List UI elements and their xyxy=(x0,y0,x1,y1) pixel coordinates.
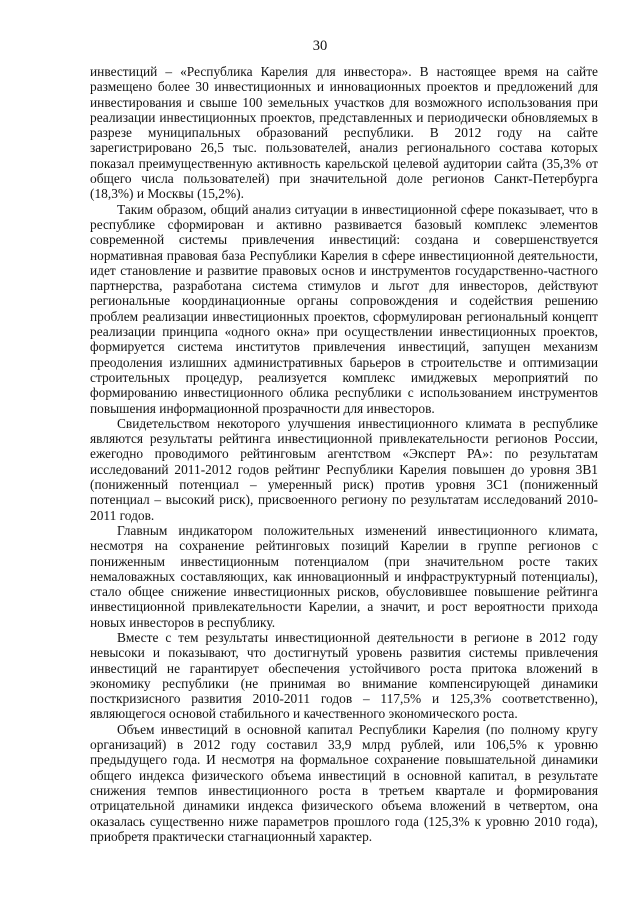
paragraph-risk-indicator: Главным индикатором положительных изменений инвестиционного климата, несмотря на сохранение рейтинговых позиций Карелии в группе регионов с пониженным инвестиционным потенциалом (при значительном росте таких немаловажных составляющих, как инновационный и инфраструктурный потенциалы), стало общее снижение инвестиционных рисков, обусловившее повышение рейтинга инвестиционной привлекательности Карелии, а значит, и рост вероятности прихода новых инвесторов в республику. xyxy=(90,522,598,630)
paragraph-rating: Свидетельством некоторого улучшения инвестиционного климата в республике являются результаты рейтинга инвестиционной привлекательности регионов России, ежегодно проводимого рейтинговым агентством «Эксперт РА»: по результатам исследований 2011-2012 годов рейтинг Республики Карелия повышен до уровня 3В1 (пониженный потенциал – умеренный риск) против уровня 3С1 (пониженный потенциал – высокий риск), присвоенного региону по результатам исследований 2010-2011 годов. xyxy=(90,415,598,523)
body-text xyxy=(90,64,598,844)
paragraph-continuation: инвестиций – «Республика Карелия для инвестора». В настоящее время на сайте размещено более 30 инвестиционных и инновационных проектов и предложений для инвестирования и свыше 100 земельных участков для возможного использования при реализации инвестиционных проектов, представленных и периодически обновляемых в разрезе муниципальных образований республики. В 2012 году на сайте зарегистрировано 26,5 тыс. пользователей, анализ регионального состава которых показал преимущественную активность карельской целевой аудитории сайта (35,3% от общего числа пользователей) при значительной доле регионов Санкт-Петербурга (18,3%) и Москвы (15,2%). xyxy=(90,64,598,202)
paragraph-results-2012: Вместе с тем результаты инвестиционной деятельности в регионе в 2012 году невысоки и показывают, что достигнутый уровень развития системы привлечения инвестиций не гарантирует обеспечения устойчивого роста притока вложений в экономику республики (не принимая во внимание компенсирующей динамики посткризисного развития 2010-2011 годов – 117,5% и 125,3% соответственно), являющегося основой стабильного и качественного экономического роста. xyxy=(90,629,598,722)
page-number: 30 xyxy=(312,38,328,54)
paragraph-investment-volume: Объем инвестиций в основной капитал Республики Карелия (по полному кругу организаций) в 2012 году составил 33,9 млрд рублей, или 106,5% к уровню предыдущего года. И несмотря на формальное сохранение повышательной динамики общего индекса физического объема инвестиций в основной капитал, в результате снижения темпов инвестиционного роста в третьем квартале и формирования отрицательной динамики индекса физического объема вложений в четвертом, она оказалась существенно ниже параметров прошлого года (125,3% к уровню 2010 года), приобретя практически стагнационный характер. xyxy=(90,721,598,844)
paragraph-investment-summary: Таким образом, общий анализ ситуации в инвестиционной сфере показывает, что в республике сформирован и активно развивается базовый комплекс элементов современной системы привлечения инвестиций: создана и совершенствуется нормативная правовая база Республики Карелия в сфере инвестиционной деятельности, идет становление и развитие правовых основ и инструментов государственно-частного партнерства, разработана система стимулов и льгот для инвесторов, действуют региональные координационные органы сопровождения и содействия решению проблем реализации инвестиционных проектов, сформулирован региональный концепт реализации принципа «одного окна» при осуществлении инвестиционных проектов, формируется система институтов привлечения инвестиций, запущен механизм преодоления излишних административных барьеров в строительстве и оптимизации строительных процедур, реализуется комплекс имиджевых мероприятий по формированию инвестиционного облика республики с использованием инструментов повышения информационной прозрачности для инвесторов. xyxy=(90,201,598,416)
